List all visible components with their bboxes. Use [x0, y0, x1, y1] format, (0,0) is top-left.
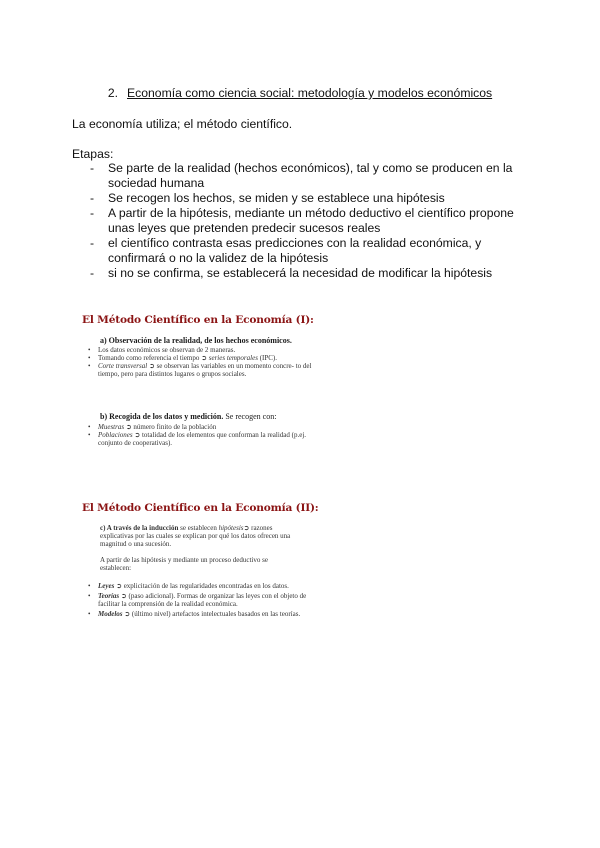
dash-marker: -	[90, 236, 95, 250]
slide-title: El Método Científico en la Economía (I):	[82, 314, 314, 326]
bullet-icon: •	[88, 431, 91, 439]
bullet-icon: •	[88, 346, 91, 354]
slide-list-b	[88, 423, 314, 447]
etapas-label: Etapas:	[72, 147, 114, 161]
slide-list-item: • Los datos económicos se observan de 2 maneras.	[88, 346, 236, 354]
intro-paragraph: La economía utiliza; el método científico.	[72, 117, 293, 131]
bullet-icon: •	[88, 362, 91, 370]
step-item: - Se parte de la realidad (hechos económicos), tal y como se producen en la sociedad humana	[90, 161, 513, 190]
slide-list-item: • Muestras ➲ número finito de la población	[88, 423, 217, 431]
bullet-icon: •	[88, 592, 91, 600]
slide-list-item: • Teorías ➲ (paso adicional). Formas de organizar las leyes con el objeto de facilitar la comprensión de la realidad económica.	[88, 592, 307, 608]
bullet-icon: •	[88, 582, 91, 590]
dash-marker: -	[90, 191, 95, 205]
bullet-icon: •	[88, 610, 91, 618]
dash-marker: -	[90, 266, 95, 280]
slide-subheading-b: b) Recogida de los datos y medición. Se recogen con:	[100, 412, 277, 421]
slide-paragraph-d: A partir de las hipótesis y mediante un proceso deductivo se establecen:	[100, 556, 268, 572]
step-item: - el científico contrasta esas predicciones con la realidad económica, y confirmará o no la validez de la hipótesis	[90, 236, 482, 265]
step-item: - A partir de la hipótesis, mediante un método deductivo el científico propone unas leyes que pretenden predecir sucesos reales	[90, 206, 514, 235]
dash-marker: -	[90, 161, 95, 175]
step-item: - si no se confirma, se establecerá la necesidad de modificar la hipótesis	[90, 266, 493, 280]
section-heading	[0, 86, 600, 100]
slide-list-c	[88, 582, 314, 618]
slide-list-item: • Modelos ➲ (último nivel) artefactos intelectuales basados en las teorías.	[88, 610, 301, 618]
dash-marker: -	[90, 206, 95, 220]
slide-list-item: • Tomando como referencia el tiempo ➲ series temporales (IPC).	[88, 354, 277, 362]
bullet-icon: •	[88, 354, 91, 362]
slide-subheading-a: a) Observación de la realidad, de los hechos económicos.	[100, 336, 292, 345]
slide-list-item: • Poblaciones ➲ totalidad de los elementos que conforman la realidad (p.ej. conjunto de cooperativas).	[88, 431, 307, 447]
slide-image-metodo-1	[82, 314, 314, 447]
bullet-icon: •	[88, 423, 91, 431]
section-number: 2.	[107, 86, 119, 100]
slide-list-a	[88, 346, 314, 378]
steps-list	[90, 161, 530, 281]
slide-list-item: • Leyes ➲ explicitación de las regularidades encontradas en los datos.	[88, 582, 289, 590]
slide-title: El Método Científico en la Economía (II):	[82, 502, 319, 514]
slide-list-item: • Corte transversal ➲ se observan las variables en un momento concre- to del tiempo, pero para distintos lugares o grupos sociales.	[88, 362, 312, 378]
slide-image-metodo-2	[82, 502, 319, 620]
slide-paragraph-c: c) A través de la inducción se establecen hipótesis➲ razones explicativas por las cuales se explican por qué los datos ofrecen una magnitud o una sucesión.	[100, 524, 291, 548]
section-title: Economía como ciencia social: metodología y modelos económicos	[127, 86, 493, 100]
step-item: - Se recogen los hechos, se miden y se establece una hipótesis	[90, 191, 445, 205]
